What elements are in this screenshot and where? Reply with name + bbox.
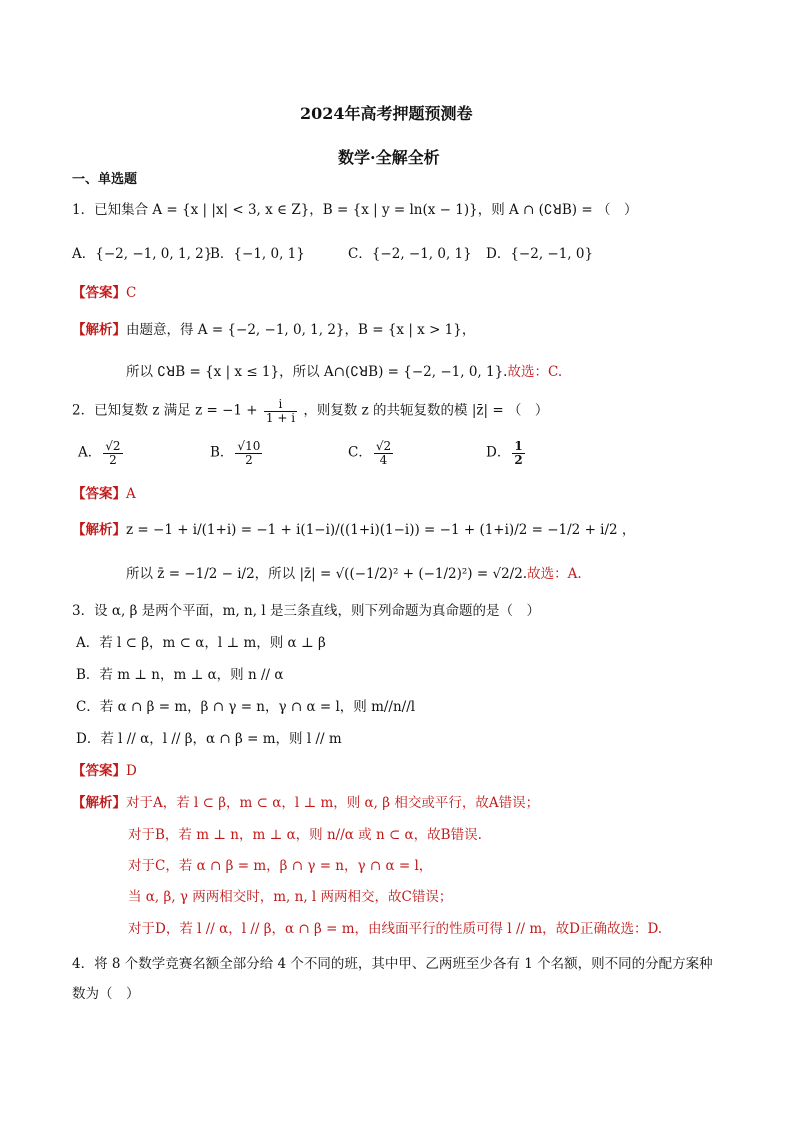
q1-option-d: D．{−2, −1, 0}: [486, 246, 594, 262]
q1-option-b: B．{−1, 0, 1}: [210, 246, 305, 262]
analysis-text: 由题意，得 A = {−2, −1, 0, 1, 2}，B = {x | x > 1}，: [126, 322, 476, 338]
option-label: C．: [348, 444, 372, 461]
fraction-numerator: √10: [237, 439, 261, 453]
q2-analysis-line-2: [126, 566, 582, 582]
answer-value: C: [126, 285, 137, 301]
analysis-label: 【解析】: [72, 795, 126, 811]
fraction-denominator: 4: [379, 452, 388, 467]
q2-answer: [72, 486, 136, 502]
answer-label: 【答案】: [72, 486, 126, 502]
answer-label: 【答案】: [72, 285, 126, 301]
q3-answer: [72, 763, 137, 779]
analysis-text: 对于A，若 l ⊂ β，m ⊂ α，l ⊥ m，则 α, β 相交或平行，故A错误；: [126, 795, 540, 811]
q2-option-a: [78, 440, 125, 466]
analysis-text: z = −1 + i/(1+i) = −1 + i(1−i)/((1+i)(1−i)) = −1 + (1+i)/2 = −1/2 + i/2 ，: [126, 522, 636, 538]
q2-option-c: [348, 440, 395, 466]
q1-answer: [72, 285, 136, 301]
question-4-stem-line-1: 4．将 8 个数学竞赛名额全部分给 4 个不同的班，其中甲、乙两班至少各有 1 个名额，则不同的分配方案种: [72, 956, 713, 972]
analysis-conclusion: 故选：A.: [527, 566, 582, 582]
analysis-conclusion: 故选：C.: [507, 364, 563, 380]
fraction-denominator: 2: [514, 452, 523, 467]
analysis-text: 所以 ∁ꓤB = {x | x ≤ 1}，所以 A∩(∁ꓤB) = {−2, −1, 0, 1}.: [126, 364, 508, 380]
answer-label: 【答案】: [72, 763, 126, 779]
q2-option-b: [210, 440, 264, 466]
fraction-numerator: √2: [375, 439, 392, 453]
option-fraction: [235, 440, 262, 466]
option-fraction: [512, 440, 524, 466]
answer-value: D: [126, 763, 137, 779]
q3-analysis-line-4: 当 α, β, γ 两两相交时，m, n, l 两两相交，故C错误；: [128, 889, 453, 905]
option-label: D．: [486, 444, 511, 461]
fraction-numerator: 1: [514, 439, 523, 453]
stem-text: 2．已知复数 z 满足 z = −1 +: [72, 402, 258, 419]
page-subtitle: 数学·全解全析: [338, 148, 440, 167]
q2-analysis-line-1: [72, 522, 635, 538]
option-label: B．: [210, 444, 234, 461]
section-heading: 一、单选题: [72, 172, 138, 187]
fraction-denominator: 2: [109, 452, 117, 467]
option-label: A．: [78, 444, 102, 461]
fraction-numerator: i: [264, 398, 297, 412]
answer-value: A: [126, 486, 136, 502]
q3-option-c: C．若 α ∩ β = m，β ∩ γ = n，γ ∩ α = l，则 m//n//l: [76, 699, 416, 715]
q1-option-c: C．{−2, −1, 0, 1}: [348, 246, 472, 262]
analysis-text: 所以 z̄ = −1/2 − i/2，所以 |z̄| = √((−1/2)² + (−1/2)²) = √2/2.: [126, 566, 528, 582]
fraction-numerator: √2: [105, 439, 121, 453]
fraction-denominator: 1 + i: [265, 410, 296, 425]
question-4-stem-line-2: 数为（ ）: [72, 986, 140, 1002]
q3-option-a: A．若 l ⊂ β，m ⊂ α，l ⊥ m，则 α ⊥ β: [76, 635, 326, 651]
q3-analysis-line-3: 对于C，若 α ∩ β = m，β ∩ γ = n，γ ∩ α = l，: [128, 858, 433, 874]
option-fraction: [374, 440, 393, 466]
question-2-stem: [72, 398, 548, 424]
question-3-stem: 3．设 α, β 是两个平面，m, n, l 是三条直线，则下列命题为真命题的是（ ）: [72, 603, 540, 619]
fraction-denominator: 2: [245, 452, 253, 467]
q3-option-b: B．若 m ⊥ n，m ⊥ α，则 n // α: [76, 667, 284, 683]
page-title: 2024年高考押题预测卷: [300, 104, 473, 123]
analysis-label: 【解析】: [72, 522, 126, 538]
q1-analysis-line-1: [72, 322, 475, 338]
option-fraction: [103, 440, 122, 466]
question-1-stem: 1．已知集合 A = {x | |x| < 3, x ∈ Z}，B = {x | y = ln(x − 1)}，则 A ∩ (∁ꓤB) = （ ）: [72, 202, 638, 218]
analysis-label: 【解析】: [72, 322, 126, 338]
q3-analysis-line-5: 对于D，若 l // α，l // β，α ∩ β = m，由线面平行的性质可得 l // m，故D正确故选：D.: [128, 921, 663, 937]
stem-text: ，则复数 z 的共轭复数的模 |z̄| = （ ）: [303, 402, 549, 419]
q3-option-d: D．若 l // α，l // β，α ∩ β = m，则 l // m: [76, 731, 342, 747]
q3-analysis-line-1: [72, 795, 539, 811]
q2-option-d: [486, 440, 527, 466]
q3-analysis-line-2: 对于B，若 m ⊥ n，m ⊥ α，则 n//α 或 n ⊂ α，故B错误.: [128, 827, 482, 843]
stem-fraction: [264, 398, 297, 424]
q1-analysis-line-2: [126, 364, 562, 380]
q1-option-a: A．{−2, −1, 0, 1, 2}: [72, 246, 213, 262]
